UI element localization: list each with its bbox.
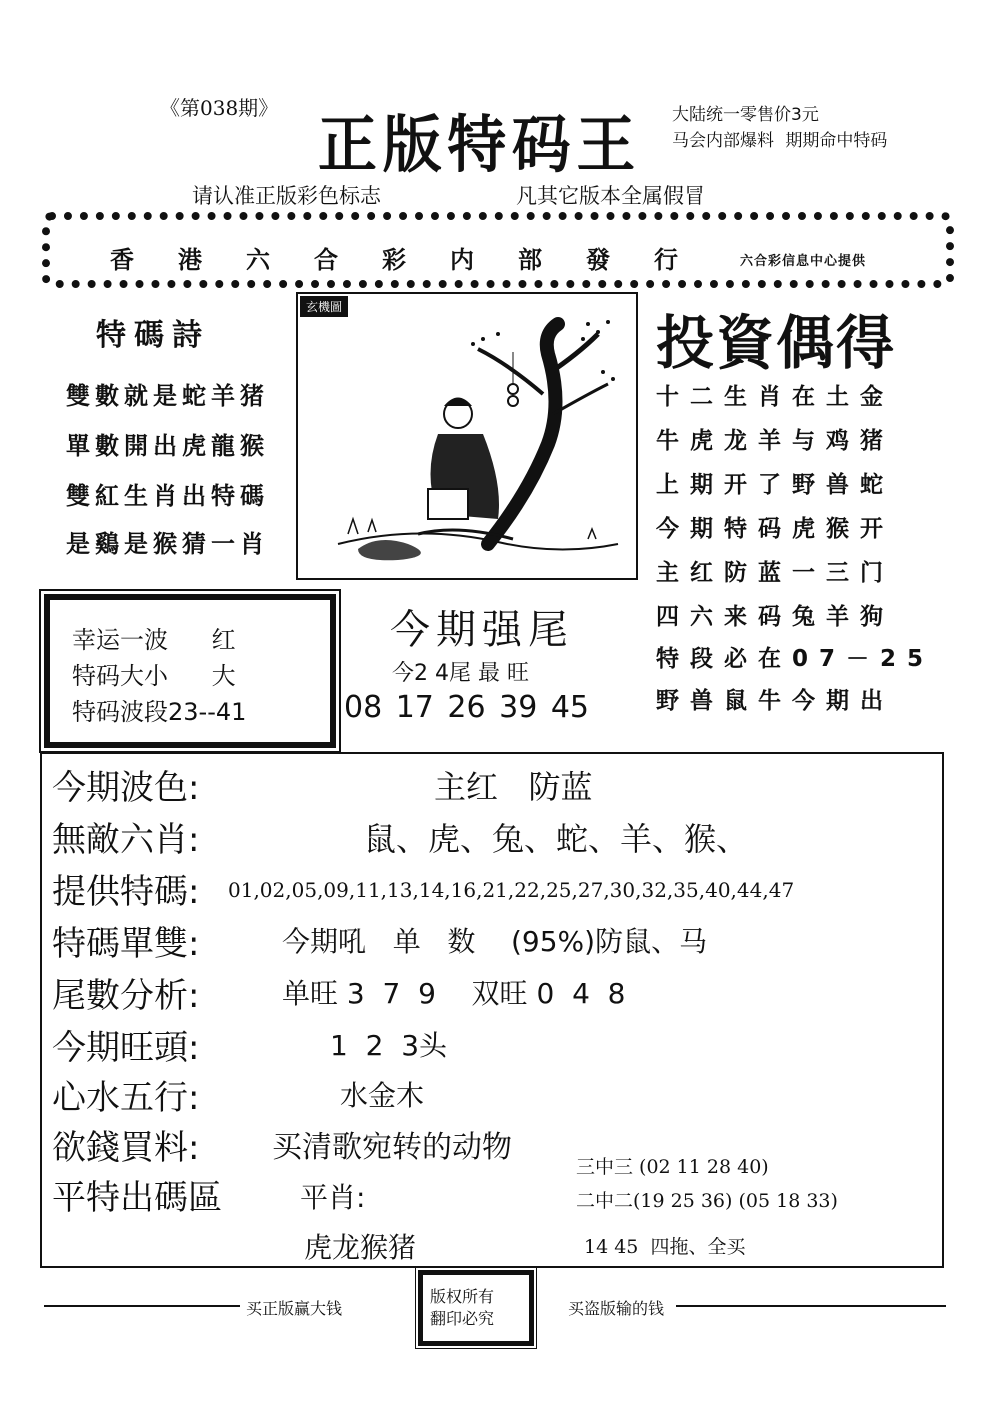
- strong-tail-numbers: 08 17 26 39 45: [344, 690, 590, 725]
- flat-zodiac-value: 虎龙猴猪: [304, 1231, 417, 1264]
- two-of-two: 二中二(19 25 36) (05 18 33): [576, 1190, 838, 1212]
- scholar-tree-drawing: [298, 294, 636, 578]
- invest-line: 十二生肖在土金: [656, 384, 894, 410]
- lucky-segment: [72, 692, 246, 727]
- special-label: 提供特碼:: [52, 872, 200, 912]
- flat-label: 平特出碼區: [52, 1178, 222, 1218]
- flat-zodiac-label: 平肖:: [300, 1181, 366, 1214]
- invest-line: 四六来码兔羊狗: [656, 604, 894, 630]
- four-drag: 14 45 四拖、全买: [584, 1236, 746, 1258]
- head-label: 今期旺頭:: [52, 1028, 200, 1068]
- invest-title: 投資偶得: [656, 309, 897, 377]
- strong-tail-title: 今期强尾: [390, 607, 574, 653]
- page-title: 正版特码王: [318, 108, 642, 181]
- poem-line: 雙紅生肖出特碼: [66, 482, 269, 510]
- footer-rule-left: [44, 1305, 240, 1307]
- element-value: 水金木: [340, 1079, 425, 1112]
- publisher-text: 香港六合彩内部發行: [110, 245, 722, 274]
- poem-line: 單數開出虎龍猴: [66, 432, 269, 460]
- provider-text: 六合彩信息中心提供: [740, 254, 867, 269]
- buy-label: 欲錢買料:: [52, 1128, 200, 1168]
- tagline: 马会内部爆料 期期命中特码: [672, 131, 888, 151]
- lucky-segment-label: 特码波段: [72, 698, 168, 726]
- tail-label: 尾數分析:: [52, 976, 200, 1016]
- footer-rule-right: [676, 1305, 946, 1307]
- issue-number: 《第038期》: [160, 96, 279, 120]
- lucky-segment-value: 23--41: [168, 698, 247, 726]
- lucky-wave: [72, 620, 236, 655]
- three-of-three: 三中三 (02 11 28 40): [576, 1156, 769, 1178]
- odd-even-label: 特碼單雙:: [52, 924, 200, 964]
- invest-line: 主红防蓝一三门: [656, 560, 894, 586]
- head-value: 1 2 3头: [330, 1029, 448, 1062]
- wave-color-value: 主红 防蓝: [434, 768, 593, 806]
- footer-left-text: 买正版赢大钱: [246, 1299, 343, 1318]
- invest-line: 野兽鼠牛今期出: [656, 688, 894, 714]
- riddle-illustration: [296, 292, 638, 580]
- lucky-wave-value: 红: [211, 626, 236, 654]
- invest-line: 今期特码虎猴开: [656, 516, 894, 542]
- zodiac-value: 鼠、虎、兔、蛇、羊、猴、: [364, 820, 749, 858]
- element-label: 心水五行:: [52, 1078, 200, 1118]
- special-value: 01,02,05,09,11,13,14,16,21,22,25,27,30,32,35,40,44,47: [228, 878, 795, 902]
- footer-right-text: 买盗版输的钱: [568, 1299, 665, 1318]
- invest-line: 特段必在07－25: [656, 646, 935, 672]
- picture-label: 玄機圖: [300, 296, 348, 317]
- wave-color-label: 今期波色:: [52, 768, 200, 808]
- fake-warning: 凡其它版本全属假冒: [516, 184, 705, 208]
- strong-tail-subtitle: 今2 4尾 最 旺: [392, 661, 529, 686]
- buy-value: 买清歌宛转的动物: [272, 1130, 512, 1165]
- copyright-line-2: 翻印必究: [430, 1309, 495, 1328]
- invest-line: 上期开了野兽蛇: [656, 472, 894, 498]
- copyright-line-1: 版权所有: [430, 1287, 495, 1306]
- lucky-size-label: 特码大小: [72, 662, 168, 690]
- invest-line: 牛虎龙羊与鸡猪: [656, 428, 894, 454]
- lucky-size-value: 大: [211, 662, 236, 690]
- lucky-size: [72, 656, 236, 691]
- verify-notice: 请认准正版彩色标志: [192, 184, 381, 208]
- lucky-wave-label: 幸运一波: [72, 626, 168, 654]
- poem-title: 特碼詩: [96, 318, 210, 353]
- odd-even-value: 今期吼 单 数 (95%)防鼠、马: [282, 925, 708, 958]
- tail-value: 单旺 3 7 9 双旺 0 4 8: [282, 977, 626, 1010]
- poem-line: 雙數就是蛇羊猪: [66, 382, 269, 410]
- poem-line: 是鷄是猴猜一肖: [66, 530, 269, 558]
- zodiac-label: 無敵六肖:: [52, 820, 200, 860]
- price-text: 大陆统一零售价3元: [672, 105, 819, 125]
